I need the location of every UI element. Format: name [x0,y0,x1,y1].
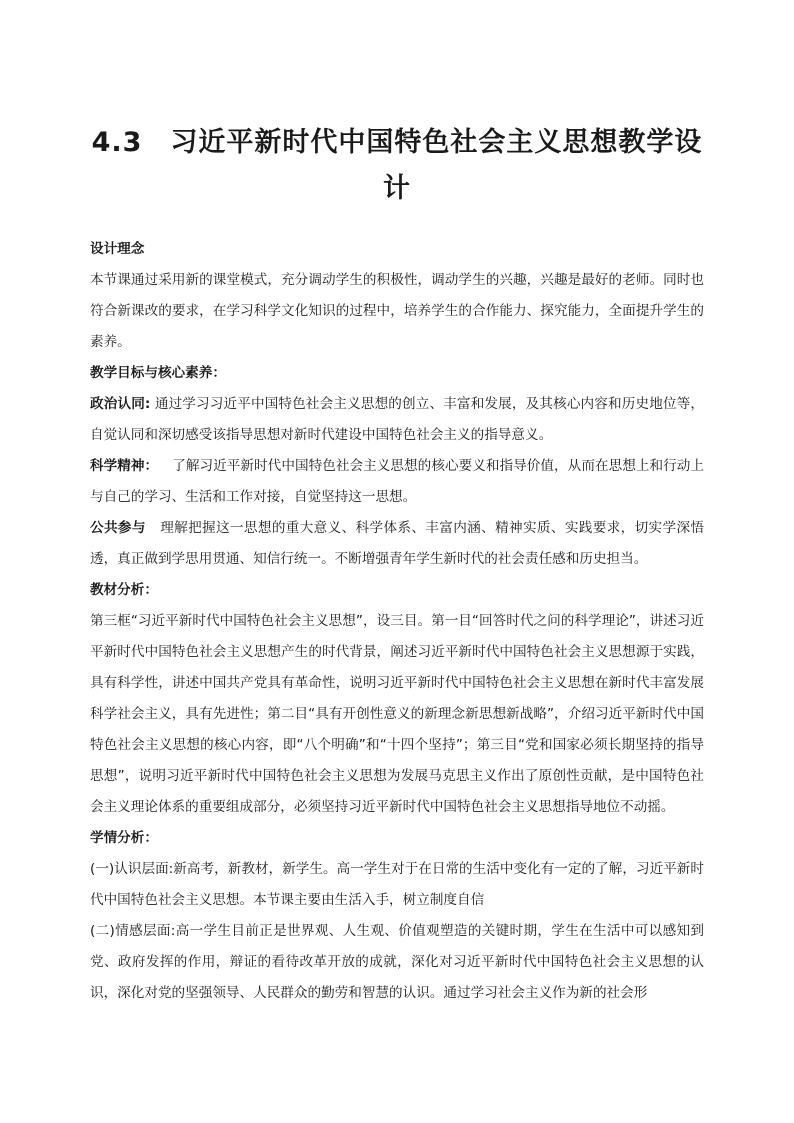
objective-public-text: 理解把握这一思想的重大意义、科学体系、丰富内涵、精神实质、实践要求，切实学深悟透，真正做到学思用贯通、知信行统一。不断增强青年学生新时代的社会责任感和历史担当。 [90,520,705,567]
design-concept-text: 本节课通过采用新的课堂模式，充分调动学生的积极性，调动学生的兴趣，兴趣是最好的老师。同时也符合新课改的要求，在学习科学文化知识的过程中，培养学生的合作能力、探究能力，全面提升学生的素养。 [90,272,704,350]
learner-cognitive: (一)认识层面:新高考，新教材，新学生。高一学生对于在日常的生活中变化有一定的了解，习近平新时代中国特色社会主义思想。本节课主要由生活入手，树立制度自信 [90,861,704,908]
title-text: 习近平新时代中国特色社会主义思想教学设计 [170,127,703,204]
learner-heading: 学情分析： [90,830,158,846]
document-body [90,234,704,1009]
objective-political-text: 通过学习习近平中国特色社会主义思想的创立、丰富和发展，及其核心内容和历史地位等，自觉认同和深切感受该指导思想对新时代建设中国特色社会主义的指导意义。 [90,396,705,443]
design-concept-heading: 设计理念 [90,241,145,257]
document-page [90,120,704,1009]
objective-science-label: 科学精神： [90,458,159,474]
textbook-heading: 教材分析： [90,582,158,598]
objective-political-label: 政治认同: [90,396,151,412]
objective-political [90,389,704,451]
title-number: 4.3 [91,127,143,158]
document-title [90,120,704,212]
objective-science [90,451,704,513]
objectives-heading: 教学目标与核心素养： [90,365,226,381]
learner-emotional: (二)情感层面:高一学生目前正是世界观、人生观、价值观塑造的关键时期，学生在生活中可以感知到党、政府发挥的作用，辩证的看待改革开放的成就，深化对习近平新时代中国特色社会主义思想的认识，深化对党的坚强领导、人民群众的勤劳和智慧的认识。通过学习社会主义作为新的社会形 [90,923,704,1001]
objective-public-label: 公共参与 [90,520,146,536]
textbook-text: 第三框“习近平新时代中国特色社会主义思想”，设三目。第一目“回答时代之问的科学理论”，讲述习近平新时代中国特色社会主义思想产生的时代背景，阐述习近平新时代中国特色社会主义思想源于实践，具有科学性，讲述中国共产党具有革命性，说明习近平新时代中国特色社会主义思想在新时代丰富发展科学社会主义，具有先进性；第二目“具有开创性意义的新理念新思想新战略”，介绍习近平新时代中国特色社会主义思想的核心内容，即“八个明确”和“十四个坚持”；第三目“党和国家必须长期坚持的指导思想”，说明习近平新时代中国特色社会主义思想为发展马克思主义作出了原创性贡献，是中国特色社会主义理论体系的重要组成部分，必须坚持习近平新时代中国特色社会主义思想指导地位不动摇。 [90,613,704,815]
objective-science-text: 了解习近平新时代中国特色社会主义思想的核心要义和指导价值，从而在思想上和行动上与自己的学习、生活和工作对接，自觉坚持这一思想。 [90,458,705,505]
objective-public [90,513,704,575]
